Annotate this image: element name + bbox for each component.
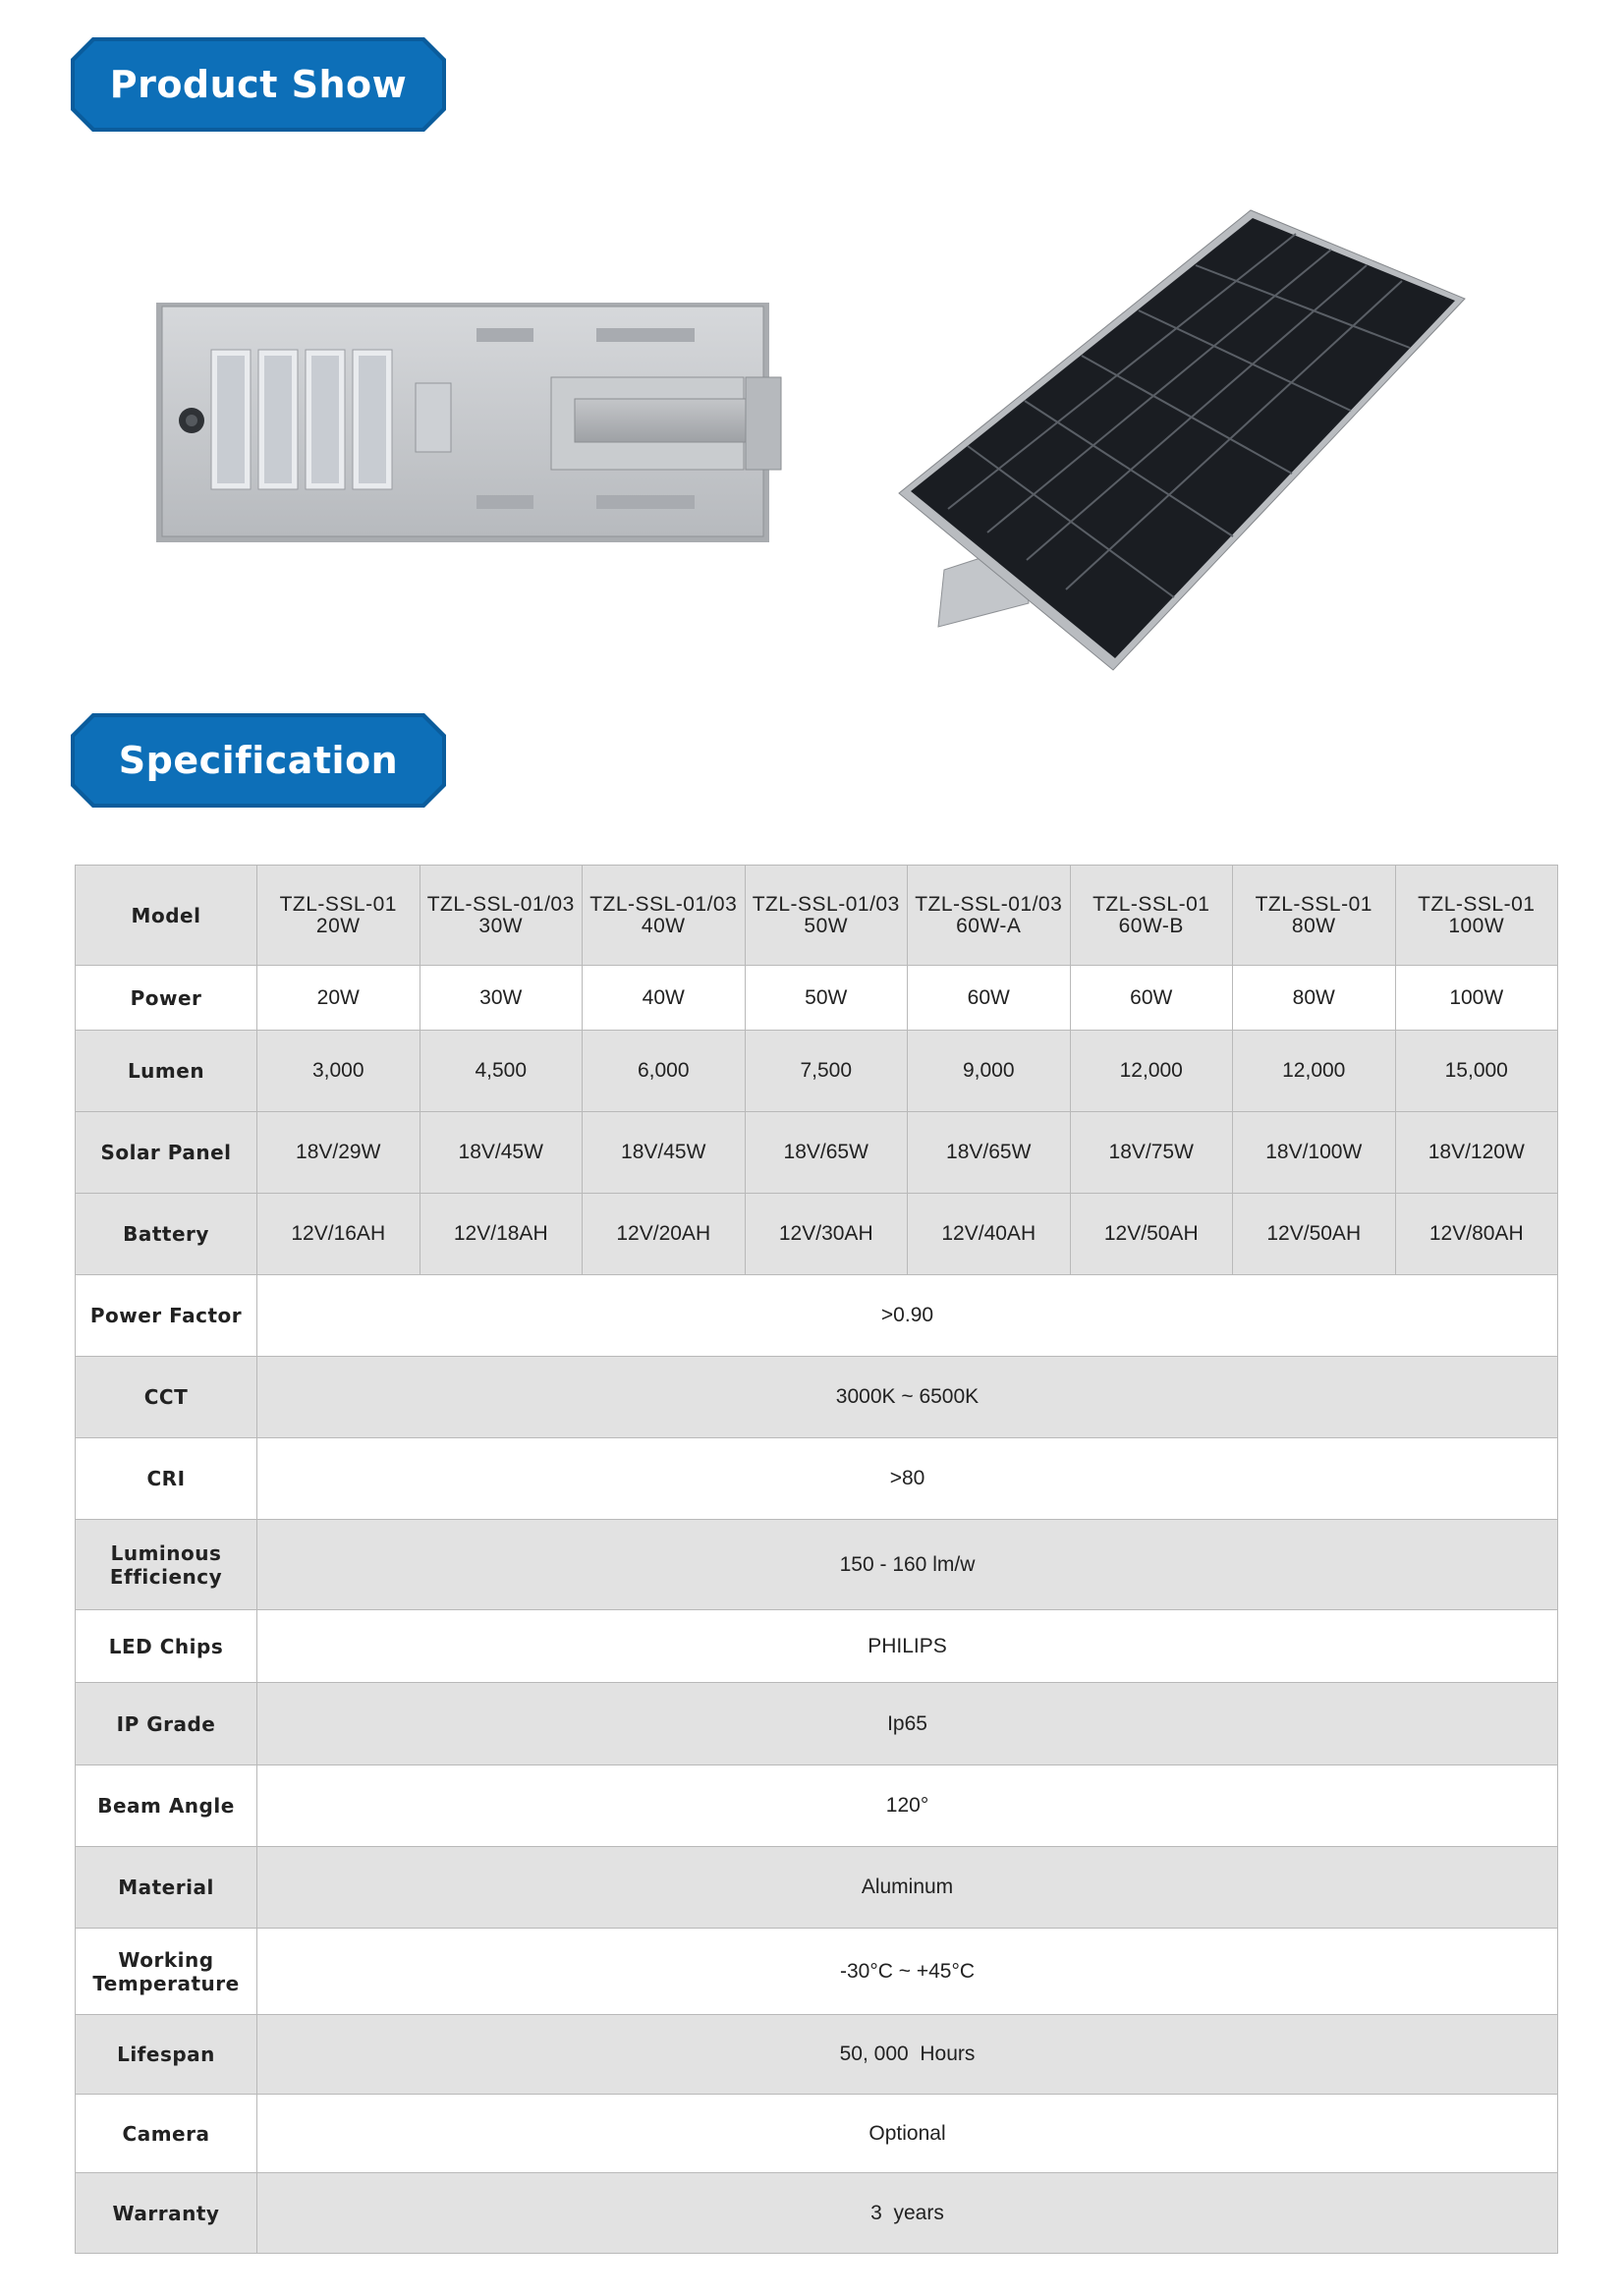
lumen-cell: 15,000 — [1395, 1031, 1558, 1112]
lumen-cell: 6,000 — [583, 1031, 746, 1112]
lumen-cell: 4,500 — [420, 1031, 583, 1112]
solar-panel-cell: 18V/45W — [420, 1112, 583, 1194]
row-label: Camera — [76, 2095, 257, 2173]
solar-panel-cell: 18V/45W — [583, 1112, 746, 1194]
table-row-beam-angle — [76, 1765, 1558, 1847]
label-line: Working — [118, 1947, 214, 1972]
table-row-cri — [76, 1438, 1558, 1520]
warranty-value: 3 years — [257, 2173, 1558, 2254]
table-row-working-temperature — [76, 1929, 1558, 2015]
model-power: 60W-B — [1118, 914, 1184, 937]
model-cell — [908, 866, 1071, 966]
model-cell — [745, 866, 908, 966]
row-label: Battery — [76, 1194, 257, 1275]
luminous-efficiency-value: 150 - 160 lm/w — [257, 1520, 1558, 1610]
power-cell: 80W — [1233, 966, 1396, 1031]
model-power: 40W — [641, 914, 686, 937]
led-chips-value: PHILIPS — [257, 1610, 1558, 1683]
table-row-power — [76, 966, 1558, 1031]
battery-cell: 12V/30AH — [745, 1194, 908, 1275]
model-cell — [420, 866, 583, 966]
table-row-battery — [76, 1194, 1558, 1275]
model-cell — [257, 866, 420, 966]
model-name: TZL-SSL-01/03 — [426, 892, 575, 916]
product-show-title: Product Show — [109, 63, 408, 106]
model-cell — [583, 866, 746, 966]
power-cell: 100W — [1395, 966, 1558, 1031]
model-name: TZL-SSL-01 — [1092, 892, 1210, 916]
solar-panel-cell: 18V/75W — [1070, 1112, 1233, 1194]
table-row-cct — [76, 1357, 1558, 1438]
specification-badge — [71, 713, 446, 808]
row-label: Lifespan — [76, 2015, 257, 2095]
ip-grade-value: Ip65 — [257, 1683, 1558, 1765]
model-name: TZL-SSL-01 — [1255, 892, 1372, 916]
model-power: 30W — [478, 914, 524, 937]
lamp-front-image — [152, 293, 840, 548]
solar-panel-cell: 18V/120W — [1395, 1112, 1558, 1194]
row-label: CRI — [76, 1438, 257, 1520]
power-cell: 60W — [1070, 966, 1233, 1031]
model-name: TZL-SSL-01 — [1418, 892, 1536, 916]
working-temperature-value: -30°C ~ +45°C — [257, 1929, 1558, 2015]
row-label: LED Chips — [76, 1610, 257, 1683]
model-name: TZL-SSL-01/03 — [589, 892, 738, 916]
lumen-cell: 12,000 — [1233, 1031, 1396, 1112]
model-cell — [1233, 866, 1396, 966]
table-row-ip-grade — [76, 1683, 1558, 1765]
model-power: 100W — [1448, 914, 1505, 937]
table-row-solar-panel — [76, 1112, 1558, 1194]
solar-panel-cell: 18V/29W — [257, 1112, 420, 1194]
camera-value: Optional — [257, 2095, 1558, 2173]
row-label — [76, 1929, 257, 2015]
model-power: 60W-A — [956, 914, 1022, 937]
row-label: CCT — [76, 1357, 257, 1438]
row-label: Warranty — [76, 2173, 257, 2254]
table-row-power-factor — [76, 1275, 1558, 1357]
model-power: 50W — [804, 914, 849, 937]
row-label: Power — [76, 966, 257, 1031]
material-value: Aluminum — [257, 1847, 1558, 1929]
label-line: Temperature — [92, 1971, 240, 1995]
table-row-camera — [76, 2095, 1558, 2173]
row-label: Power Factor — [76, 1275, 257, 1357]
lumen-cell: 12,000 — [1070, 1031, 1233, 1112]
specification-table — [75, 865, 1558, 2254]
power-cell: 20W — [257, 966, 420, 1031]
lumen-cell: 3,000 — [257, 1031, 420, 1112]
battery-cell: 12V/50AH — [1070, 1194, 1233, 1275]
row-label: Beam Angle — [76, 1765, 257, 1847]
battery-cell: 12V/20AH — [583, 1194, 746, 1275]
table-row-led-chips — [76, 1610, 1558, 1683]
battery-cell: 12V/16AH — [257, 1194, 420, 1275]
table-row-model — [76, 866, 1558, 966]
model-cell — [1070, 866, 1233, 966]
lamp-panel-image — [889, 204, 1479, 686]
model-name: TZL-SSL-01 — [279, 892, 397, 916]
beam-angle-value: 120° — [257, 1765, 1558, 1847]
solar-panel-cell: 18V/65W — [745, 1112, 908, 1194]
table-row-luminous-efficiency — [76, 1520, 1558, 1610]
solar-panel-cell: 18V/65W — [908, 1112, 1071, 1194]
table-row-material — [76, 1847, 1558, 1929]
cct-value: 3000K ~ 6500K — [257, 1357, 1558, 1438]
lifespan-value: 50, 000 Hours — [257, 2015, 1558, 2095]
label-line: Efficiency — [109, 1564, 223, 1589]
model-cell — [1395, 866, 1558, 966]
row-label: Model — [76, 866, 257, 966]
specification-title: Specification — [118, 739, 399, 782]
solar-panel-cell: 18V/100W — [1233, 1112, 1396, 1194]
battery-cell: 12V/80AH — [1395, 1194, 1558, 1275]
row-label: Lumen — [76, 1031, 257, 1112]
power-cell: 50W — [745, 966, 908, 1031]
battery-cell: 12V/18AH — [420, 1194, 583, 1275]
battery-cell: 12V/40AH — [908, 1194, 1071, 1275]
row-label: Material — [76, 1847, 257, 1929]
table-row-lifespan — [76, 2015, 1558, 2095]
product-show-badge — [71, 37, 446, 132]
power-cell: 30W — [420, 966, 583, 1031]
model-name: TZL-SSL-01/03 — [915, 892, 1063, 916]
row-label — [76, 1520, 257, 1610]
row-label: IP Grade — [76, 1683, 257, 1765]
lumen-cell: 7,500 — [745, 1031, 908, 1112]
row-label: Solar Panel — [76, 1112, 257, 1194]
battery-cell: 12V/50AH — [1233, 1194, 1396, 1275]
table-row-lumen — [76, 1031, 1558, 1112]
power-cell: 60W — [908, 966, 1071, 1031]
power-factor-value: >0.90 — [257, 1275, 1558, 1357]
cri-value: >80 — [257, 1438, 1558, 1520]
model-name: TZL-SSL-01/03 — [752, 892, 900, 916]
power-cell: 40W — [583, 966, 746, 1031]
lumen-cell: 9,000 — [908, 1031, 1071, 1112]
label-line: Luminous — [110, 1540, 222, 1565]
model-power: 20W — [315, 914, 361, 937]
table-row-warranty — [76, 2173, 1558, 2254]
model-power: 80W — [1291, 914, 1336, 937]
